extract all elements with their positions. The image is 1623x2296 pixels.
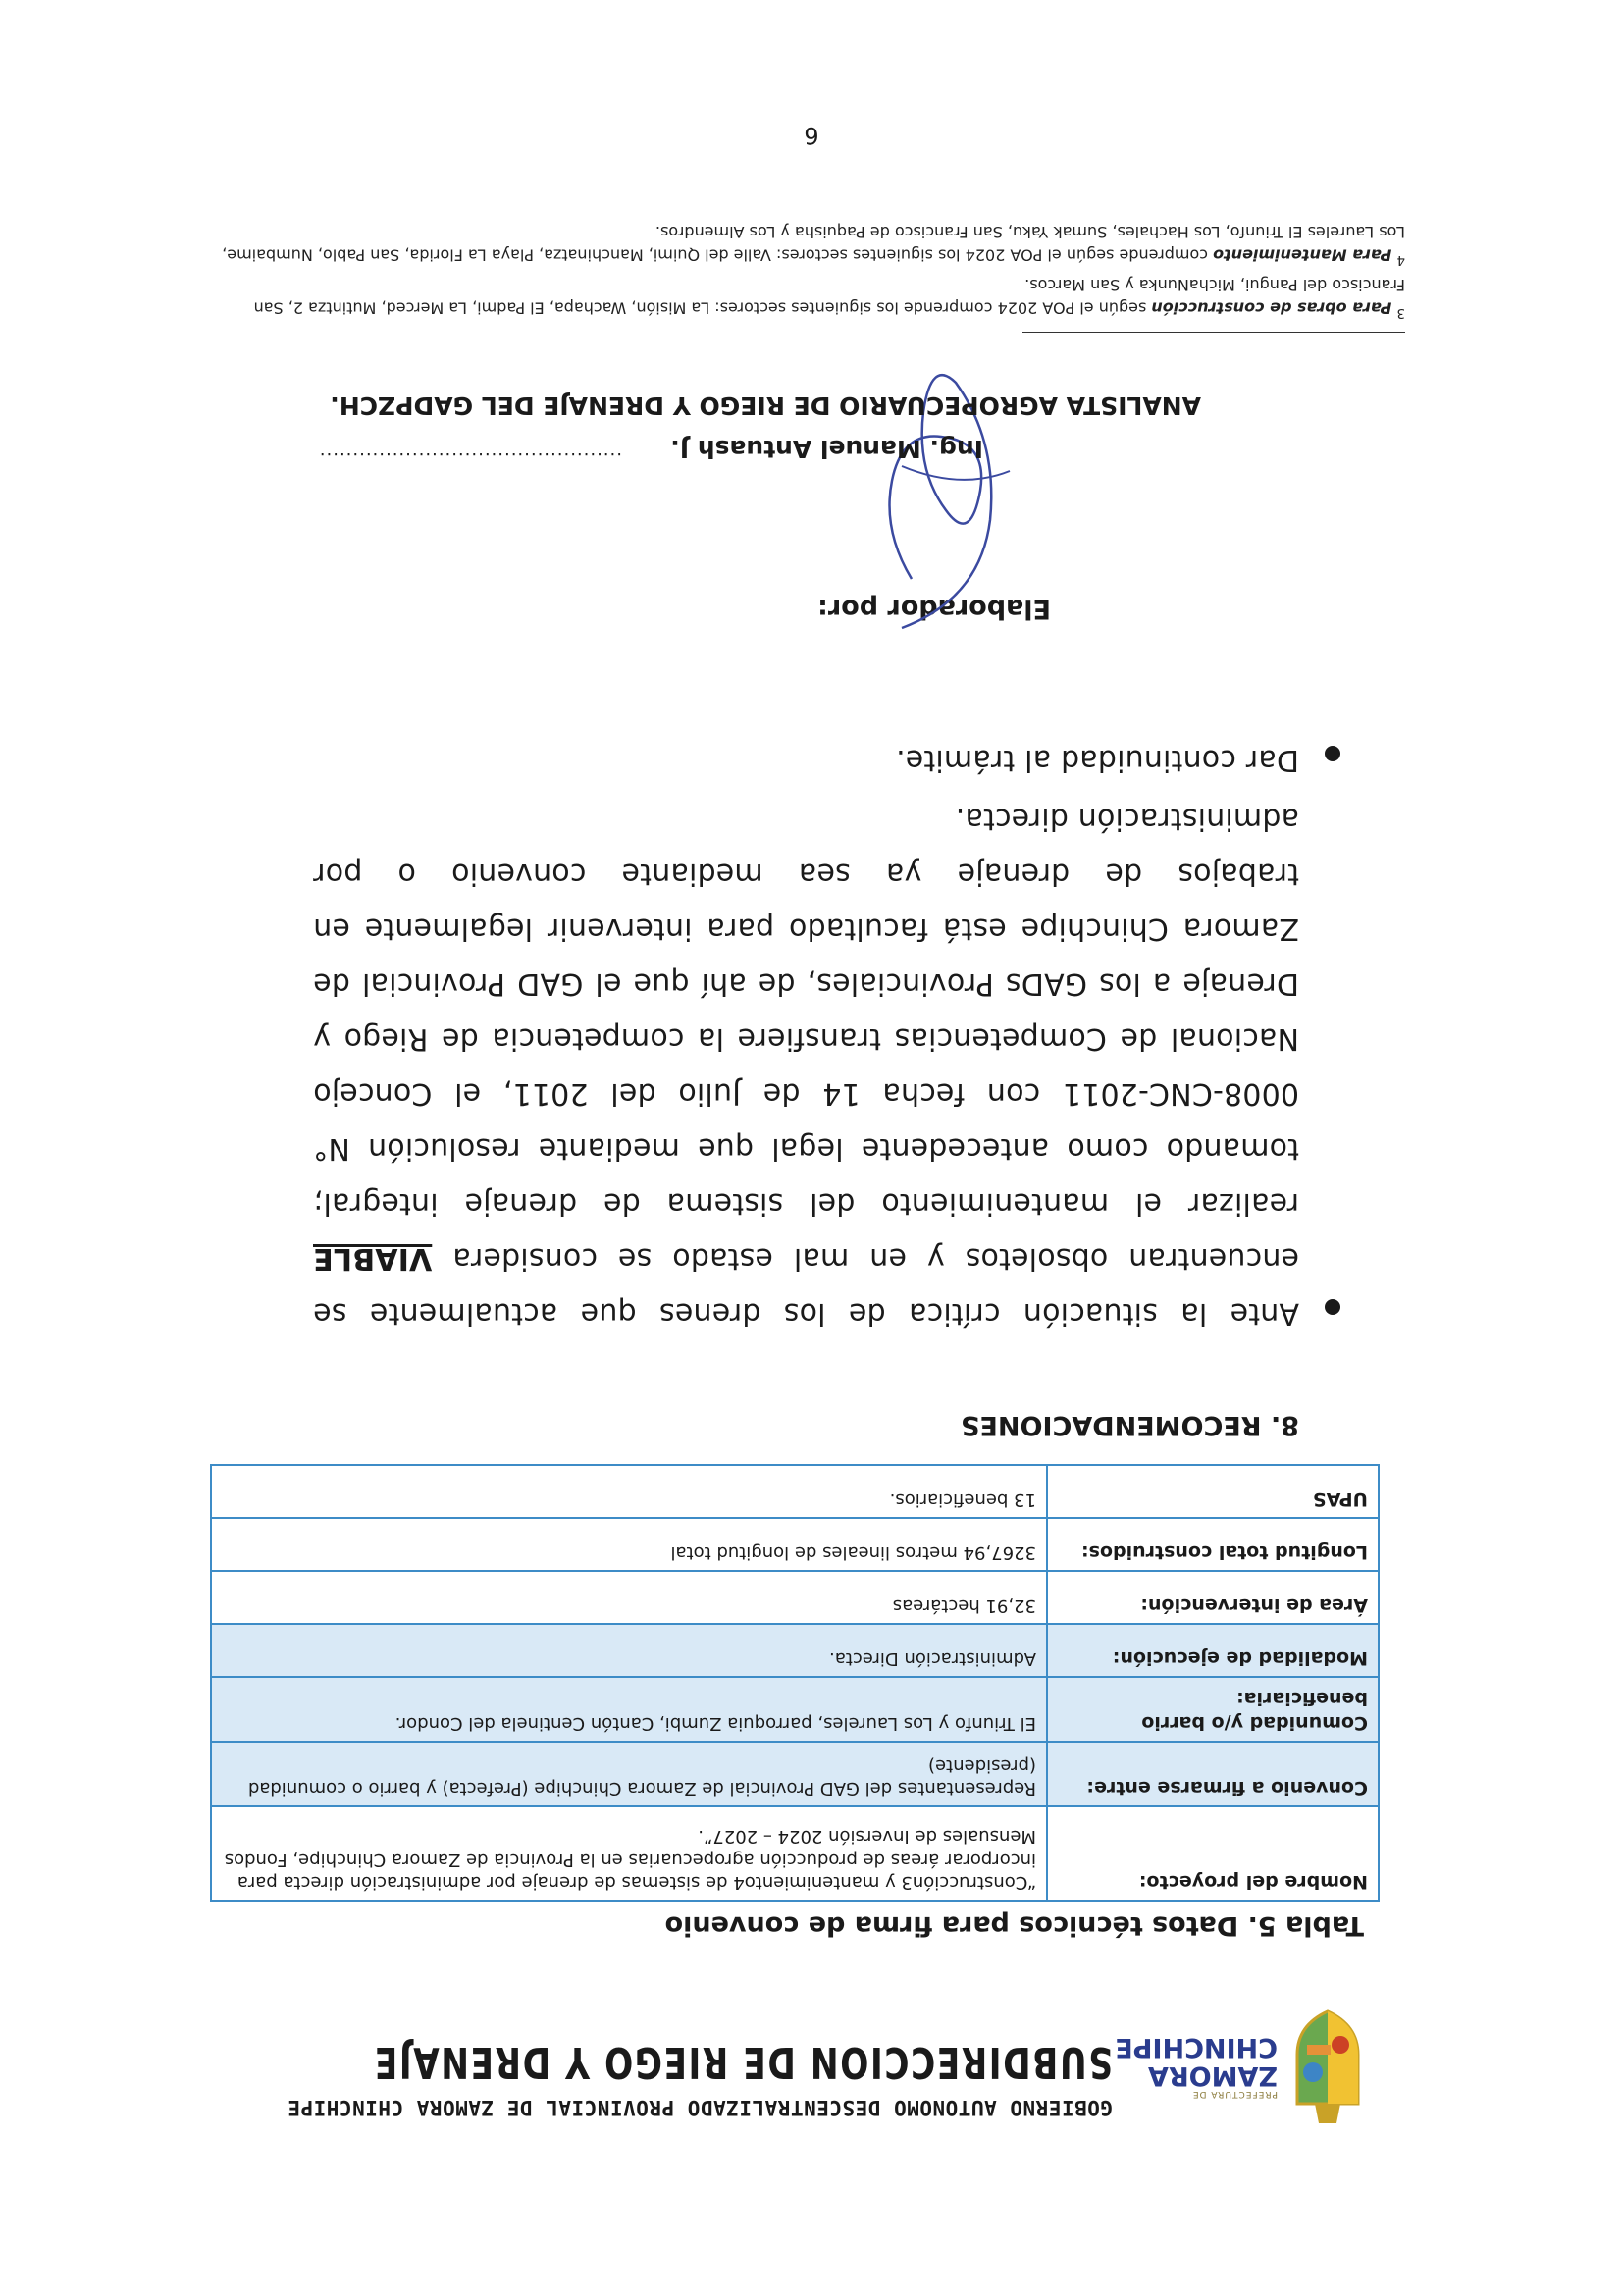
para-text-end: realizar el mantenimiento del sistema de drenaje integral; tomando como antecedente legal que mediante resolución N° 0008-CNC-2011 con fecha 14 de Julio del 2011, el Concejo Nacional de Competencias transfiere la competencia de Riego y Drenaje a los GADs Provinciales, de ahí que el GAD Provincial de Zamora Chinchipe está facultado para intervenir legalmente en trabajos de drenaje ya sea mediante convenio o por administración directa. [313,802,1299,1221]
bullet-icon [1325,1299,1340,1315]
table-row [211,1465,1379,1518]
footnote-4 [213,220,1405,271]
row-label: Nombre del proyecto: [1047,1806,1379,1901]
row-value: “Construcción3 y mantenimiento4 de sistemas de drenaje por administración directa para incorporar áreas de producción agropecuarias en la Provincia de Zamora Chinchipe, Fondos Mensuales de Inversión 2024 – 2027”. [211,1806,1047,1901]
shield-emblem-icon [1289,2009,1366,2123]
signature-line: .............................................. [318,448,622,469]
para-text-start: Ante la situación crítica de los drenes que actualmente se encuentran obsoletos y en mal estado se considera [313,1241,1299,1331]
table-row [211,1571,1379,1624]
department-name: SUBDIRECCION DE RIEGO Y DRENAJE [373,2037,1113,2087]
row-value: 32,91 hectáreas [211,1571,1047,1624]
technical-data-table [210,1464,1380,1902]
logo-zamora-text: ZAMORA [1148,2060,1278,2091]
table-row [211,1518,1379,1571]
footnote-text: según el POA 2024 comprende los siguientes sectores: La Misión, Wachapa, El Padmi, La Merced, Mutintza 2, San Francisco del Pangui, MichaNunka y San Marcos. [253,275,1405,318]
organization-name: GOBIERNO AUTONOMO DESCENTRALIZADO PROVINCIAL DE ZAMORA CHINCHIPE [287,2096,1113,2119]
footnote-divider [1022,332,1405,333]
table-row [211,1677,1379,1742]
footnote-label: Para obras de construcción [1151,298,1392,318]
row-label: Modalidad de ejecución: [1047,1624,1379,1677]
logo-small-text: PREFECTURA DE [1191,2089,1278,2099]
row-value: Representantes del GAD Provincial de Zamora Chinchipe (Prefecta) y barrio o comunidad (presidente) [211,1742,1047,1806]
prefectura-logo [1115,1976,1366,2123]
signer-title: ANALISTA AGROPECUARIO DE RIEGO Y DRENAJE DEL GADPZCH. [330,391,1201,420]
footnote-mark: 3 [1396,305,1405,320]
footnote-label: Para Mantenimiento [1213,245,1392,265]
recommendation-paragraph: Dar continuidad al trámite. [895,743,1299,777]
row-value: 3267,94 metros lineales de longitud total [211,1518,1047,1571]
table-row [211,1806,1379,1901]
row-label: UPAS [1047,1465,1379,1518]
footnote-3 [213,273,1405,324]
viable-emphasis: VIABLE [313,1241,433,1276]
prepared-by-label: Elaborador por: [817,594,1051,624]
row-label: Convenio a firmarse entre: [1047,1742,1379,1806]
table-row [211,1624,1379,1677]
page-number: 6 [804,122,819,149]
bullet-icon [1325,746,1340,761]
footnote-text: comprende según el POA 2024 los siguientes sectores: Valle del Quimi, Manchinatza, Playa La Florida, San Pablo, Numbaime, Los Laureles El Triunfo, Los Hachales, Sumak Yaku, San Francisco de Paquisha y Los Almendros. [222,222,1405,265]
logo-chinchipe-text: CHINCHIPE [1115,2032,1278,2063]
row-value: 13 beneficiarios. [211,1465,1047,1518]
row-label: Comunidad y/o barrio beneficiaria: [1047,1677,1379,1742]
row-value: Administración Directa. [211,1624,1047,1677]
row-label: Área de intervención: [1047,1571,1379,1624]
footnote-mark: 4 [1396,252,1405,267]
section-heading: 8. RECOMENDACIONES [961,1410,1299,1440]
row-label: Longitud total construidos: [1047,1518,1379,1571]
table-title: Tabla 5. Datos técnicos para firma de convenio [664,1910,1364,1941]
recommendation-paragraph [313,791,1299,1340]
row-value: El Triunfo y Los Laureles, parroquia Zumbi, Cantón Centinela del Condor. [211,1677,1047,1742]
table-row [211,1742,1379,1806]
signer-name: Ing. Manuel Antuash J. [670,435,983,463]
